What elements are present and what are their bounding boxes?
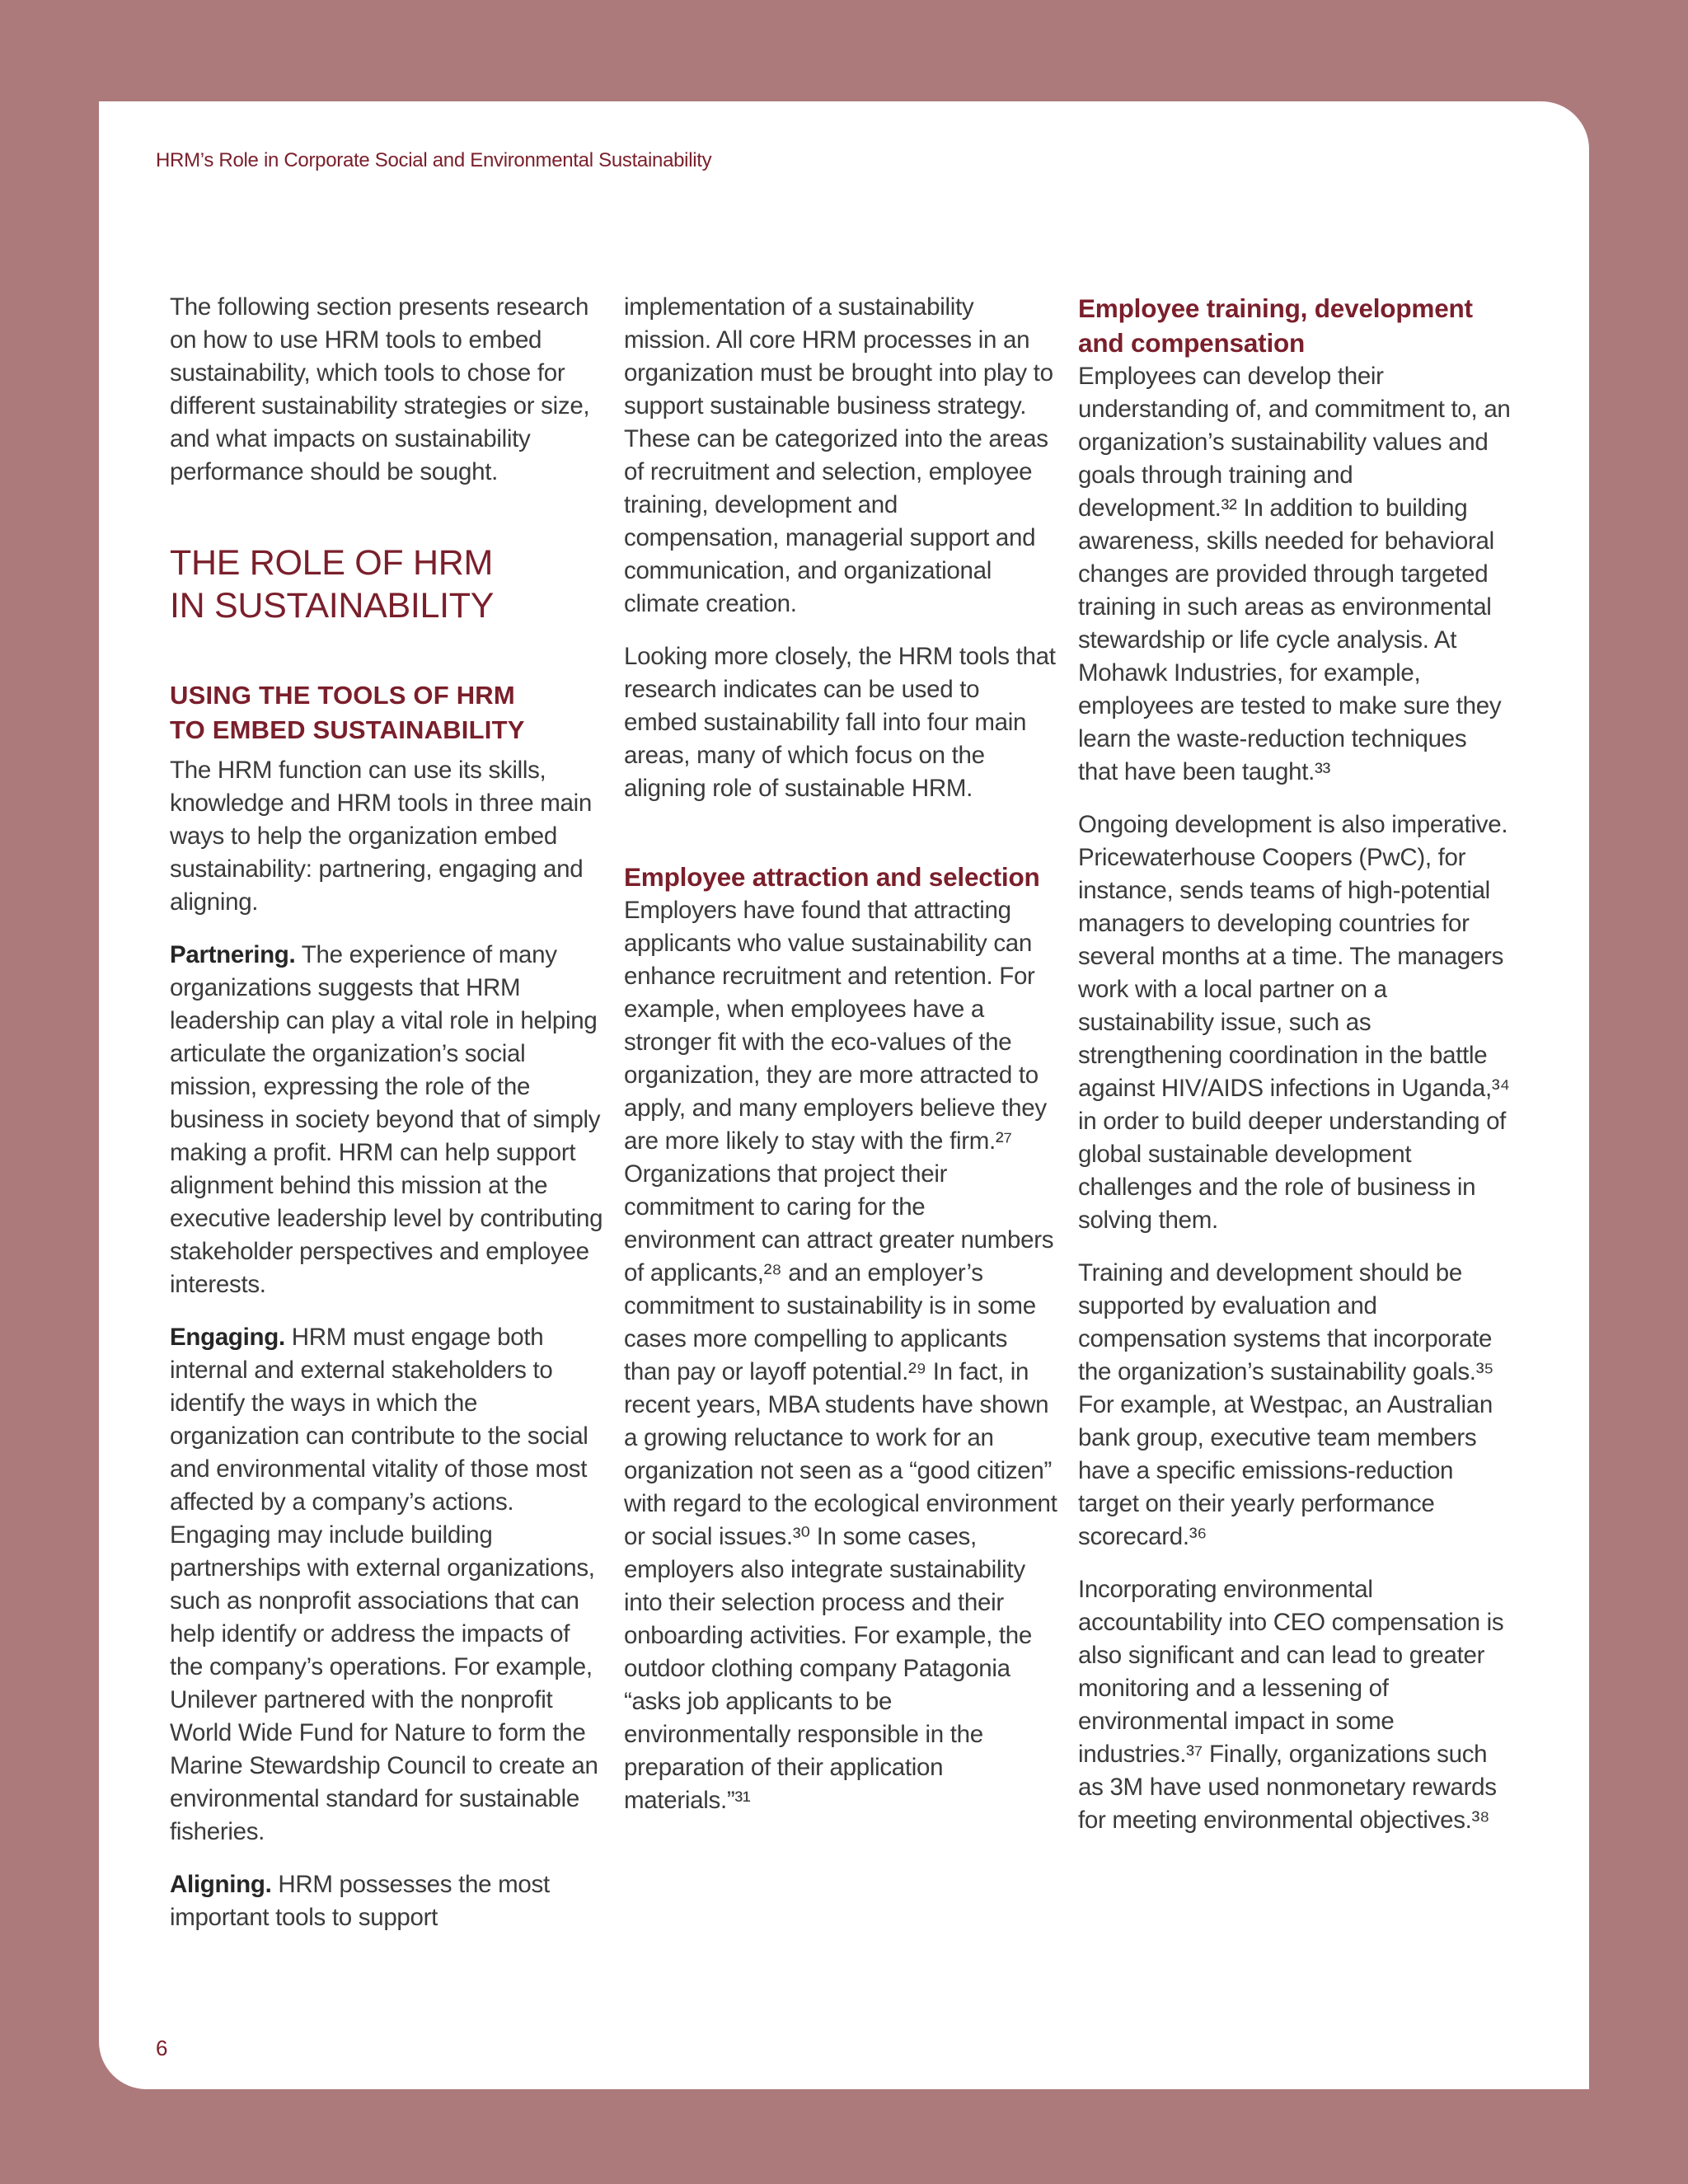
engaging-lead: Engaging. (170, 1324, 285, 1351)
page-number: 6 (156, 2036, 168, 2060)
partnering-lead: Partnering. (170, 941, 296, 968)
partnering-paragraph (170, 939, 603, 1301)
subsection-heading-attraction: Employee attraction and selection (624, 862, 1040, 892)
aligning-text: HRM possesses the most important tools to support (170, 1871, 550, 1931)
subsection-heading-line1: USING THE TOOLS OF HRM (170, 681, 515, 710)
document-page (99, 101, 1589, 2089)
body-paragraph: Incorporating environmental accountability into CEO compensation is also significant and can lead to greater monitoring and a lessening of environmental impact in some industries.³⁷ Finally, organizations such as 3M have used nonmonetary rewards for meeting environmental objectives.³⁸ (1078, 1576, 1504, 1834)
body-paragraph: Training and development should be supported by evaluation and compensation systems that incorporate the organization’s sustainability goals.³⁵ For example, at Westpac, an Australian bank group, executive team members have a specific emissions-reduction target on their yearly performance scorecard.³⁶ (1078, 1259, 1494, 1550)
subsection-heading-training: Employee training, development and compensation (1078, 293, 1473, 358)
body-paragraph: Employers have found that attracting applicants who value sustainability can enhance recruitment and retention. For example, when employees have a stronger fit with the eco-values of the organization, they are more attracted to apply, and many employers believe they are more likely to stay with the firm.²⁷ Organizations that project their commitment to caring for the environment can attract greater numbers of applicants,²⁸ and an employer’s commitment to sustainability is in some cases more compelling to applicants than pay or layoff potential.²⁹ In fact, in recent years, MBA students have shown a growing reluctance to work for an organization not seen as a “good citizen” with regard to the ecological environment or social issues.³⁰ In some cases, employers also integrate sustainability into their selection process and their onboarding activities. For example, the outdoor clothing company Patagonia “asks job applicants to be environmentally responsible in the preparation of their application materials.”³¹ (624, 897, 1057, 1814)
aligning-lead: Aligning. (170, 1871, 272, 1898)
body-paragraph: Ongoing development is also imperative. Pricewaterhouse Coopers (PwC), for instance, sends teams of high-potential managers to developing countries for several months at a time. The managers work with a local partner on a sustainability issue, such as strengthening coordination in the battle against HIV/AIDS infections in Uganda,³⁴ in order to build deeper understanding of global sustainable development challenges and the role of business in solving them. (1078, 811, 1510, 1234)
body-paragraph: The HRM function can use its skills, knowledge and HRM tools in three main ways to help the organization embed sustainability: partnering, engaging and aligning. (170, 757, 592, 916)
body-paragraph: implementation of a sustainability mission. All core HRM processes in an organization must be brought into play to support sustainable business strategy. These can be categorized into the areas of recruitment and selection, employee training, development and compensation, managerial support and communication, and organizational climate creation. (624, 293, 1053, 617)
section-title (170, 541, 603, 627)
subsection-heading (170, 678, 603, 748)
column-left (170, 291, 603, 1954)
section-title-line1: THE ROLE OF HRM (170, 543, 494, 583)
column-middle (624, 291, 1057, 1837)
partnering-text: The experience of many organizations suggests that HRM leadership can play a vital role in helping articulate the organization’s social mission, expressing the role of the business in society beyond that of simply making a profit. HRM can help support alignment behind this mission at the executive leadership level by contributing stakeholder perspectives and employee interests. (170, 941, 603, 1298)
column-right (1078, 291, 1512, 1857)
running-header: HRM’s Role in Corporate Social and Environmental Sustainability (156, 149, 712, 171)
engaging-text: HRM must engage both internal and external stakeholders to identify the ways in which the organization can contribute to the social and environmental vitality of those most affected by a company’s actions. Engaging may include building partnerships with external organizations, such as nonprofit associations that can help identify or address the impacts of the company’s operations. For example, Unilever partnered with the nonprofit World Wide Fund for Nature to form the Marine Stewardship Council to create an environmental standard for sustainable fisheries. (170, 1324, 598, 1845)
subsection-heading-line2: TO EMBED SUSTAINABILITY (170, 715, 525, 744)
body-paragraph: Looking more closely, the HRM tools that research indicates can be used to embed sustainability fall into four main areas, many of which focus on the aligning role of sustainable HRM. (624, 643, 1056, 802)
section-title-line2: IN SUSTAINABILITY (170, 586, 495, 626)
body-paragraph: Employees can develop their understanding of, and commitment to, an organization’s sustainability values and goals through training and development.³² In addition to building awareness, skills needed for behavioral changes are provided through targeted training in such areas as environmental stewardship or life cycle analysis. At Mohawk Industries, for example, employees are tested to make sure they learn the waste-reduction techniques that have been taught.³³ (1078, 363, 1511, 785)
aligning-paragraph (170, 1868, 603, 1934)
engaging-paragraph (170, 1321, 603, 1849)
intro-paragraph: The following section presents research on how to use HRM tools to embed sustainability, which tools to chose for different sustainability strategies or size, and what impacts on sustainability performance should be sought. (170, 293, 590, 485)
